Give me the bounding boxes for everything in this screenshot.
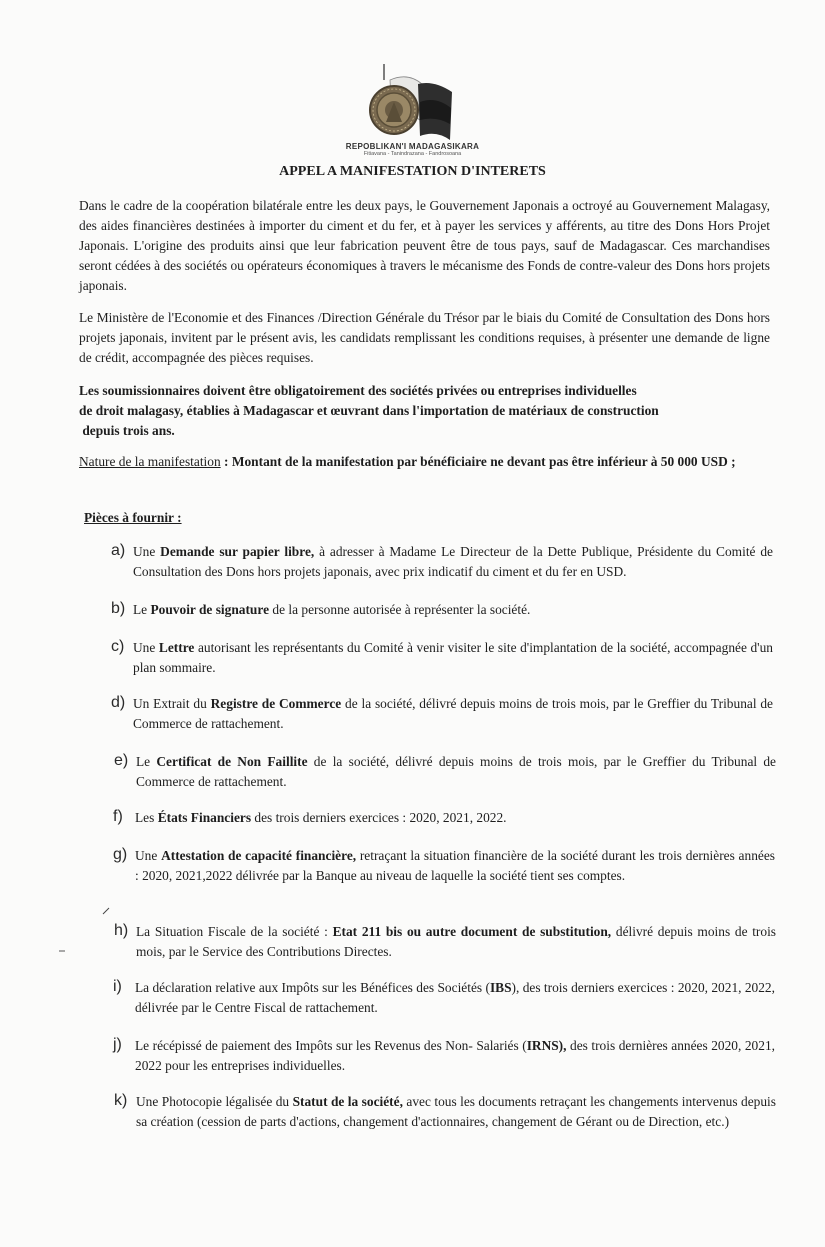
item-text: ), des trois derniers exercices : 2020, 2021, 2022, délivrée par le Centre Fiscal de rattachement. [135,980,775,1015]
item-text: des trois dernières années 2020, 2021, 2022 pour les entreprises individuelles. [135,1038,775,1073]
list-item-b [111,600,773,620]
republic-name: REPOBLIKAN'I MADAGASIKARA [345,142,480,151]
item-bold-text: Lettre [158,640,195,655]
stray-pen-mark-icon [102,907,110,915]
list-item-c [111,638,773,678]
item-text: Un Extrait du [133,696,211,711]
item-text: Une Photocopie légalisée du [136,1094,293,1109]
eligibility-line: depuis trois ans. [79,423,175,438]
item-bold-text: IBS [489,980,512,995]
item-text: de la personne autorisée à représenter la société. [269,602,531,617]
nature-label: Nature de la manifestation [79,454,221,469]
list-item-f [113,808,775,828]
item-bold-text: Certificat de Non Faillite [156,754,308,769]
item-text: de la société, délivré depuis moins de trois mois, par le Greffier du Tribunal de Commerce de rattachement. [133,696,774,731]
item-text: Les [135,810,158,825]
document-title: APPEL A MANIFESTATION D'INTERETS [279,164,546,179]
intro-paragraph: Dans le cadre de la coopération bilatérale entre les deux pays, le Gouvernement Japonais a octroyé au Gouvernement Malagasy, des aides financières destinées à importer du ciment et du fer, et à payer les services y afférents, au titre des Dons Hors Projet Japonais. L'origine des produits ainsi que leur fabrication peuvent être de tous pays, sauf de Madagascar. Ces marchandises seront cédées à des sociétés ou opérateurs économiques à travers le mécanisme des Fonds de contre-valeur des Dons hors projets japonais. [79,198,770,293]
item-text: des trois derniers exercices : 2020, 2021, 2022. [251,810,507,825]
item-text: Une [133,640,159,655]
list-item-h [114,922,777,962]
list-letter: i) [113,978,122,995]
pieces-heading: Pièces à fournir : [84,510,182,525]
list-letter: k) [114,1092,128,1109]
item-bold-text: Pouvoir de signature [150,602,270,617]
eligibility-line: Les soumissionnaires doivent être obligatoirement des sociétés privées ou entreprises individuelles [79,383,637,398]
nature-text: : Montant de la manifestation par bénéficiaire ne devant pas être inférieur à 50 000 USD ; [220,454,736,469]
item-text: Le récépissé de paiement des Impôts sur les Revenus des Non- Salariés ( [135,1038,527,1053]
list-letter: e) [114,752,129,769]
item-bold-text: Attestation de capacité financière, [161,848,357,863]
item-text: Le [136,754,157,769]
item-text: avec tous les documents retraçant les changements intervenus depuis sa création (cession de parts d'actions, changement d'actionnaires, changement de Gérant ou de Direction, etc.) [136,1094,776,1129]
item-bold-text: Statut de la société, [292,1094,403,1109]
item-text: à adresser à Madame Le Directeur de la Dette Publique, Présidente du Comité de Consultation des Dons hors projets japonais, avec prix indicatif du ciment et du fer en USD. [133,544,773,579]
list-item-e [114,752,777,792]
stray-dash-mark-icon [58,949,66,953]
list-letter: d) [111,694,126,711]
list-letter: f) [113,808,123,825]
list-letter: b) [111,600,126,617]
list-letter: g) [113,846,128,863]
list-item-i [113,978,775,1018]
list-item-a [111,542,773,582]
item-text: La Situation Fiscale de la société : [136,924,333,939]
list-letter: a) [111,542,126,559]
list-item-d [111,694,774,734]
item-text: autorisant les représentants du Comité à venir visiter le site d'implantation de la société, accompagnée d'un plan sommaire. [133,640,773,675]
item-bold-text: Etat 211 bis ou autre document de substitution, [332,924,612,939]
republic-emblem-icon [360,62,460,144]
item-text: La déclaration relative aux Impôts sur les Bénéfices des Sociétés ( [135,980,490,995]
list-letter: j) [113,1036,122,1053]
item-bold-text: Demande sur papier libre, [160,544,315,559]
republic-motto: Fitiavana - Tanindrazana - Fandrosoana [363,151,462,157]
item-text: retraçant la situation financière de la société durant les trois dernières années : 2020, 2021,2022 délivrée par la Banque au niveau de laquelle la société tient ses comptes. [135,848,775,883]
list-letter: h) [114,922,129,939]
item-text: délivré depuis moins de trois mois, par le Service des Contributions Directes. [136,924,777,959]
list-item-j [113,1036,775,1076]
invitation-paragraph: Le Ministère de l'Economie et des Finances /Direction Générale du Trésor par le biais du Comité de Consultation des Dons hors projets japonais, invitent par le présent avis, les candidats remplissant les conditions requises, à présenter une demande de ligne de crédit, accompagnée des pièces requises. [79,310,770,365]
list-item-k [114,1092,776,1132]
item-bold-text: Registre de Commerce [210,696,342,711]
nature-paragraph [79,452,770,472]
list-letter: c) [111,638,125,655]
item-text: de la société, délivré depuis moins de trois mois, par le Greffier du Tribunal de Commerce de rattachement. [136,754,777,789]
item-text: Une [135,848,162,863]
eligibility-paragraph [79,381,779,441]
item-text: Une [133,544,161,559]
item-text: Le [133,602,151,617]
eligibility-line: de droit malagasy, établies à Madagascar et œuvrant dans l'importation de matériaux de construction [79,403,659,418]
item-bold-text: IRNS), [526,1038,567,1053]
list-item-g [113,846,775,886]
item-bold-text: États Financiers [157,810,252,825]
